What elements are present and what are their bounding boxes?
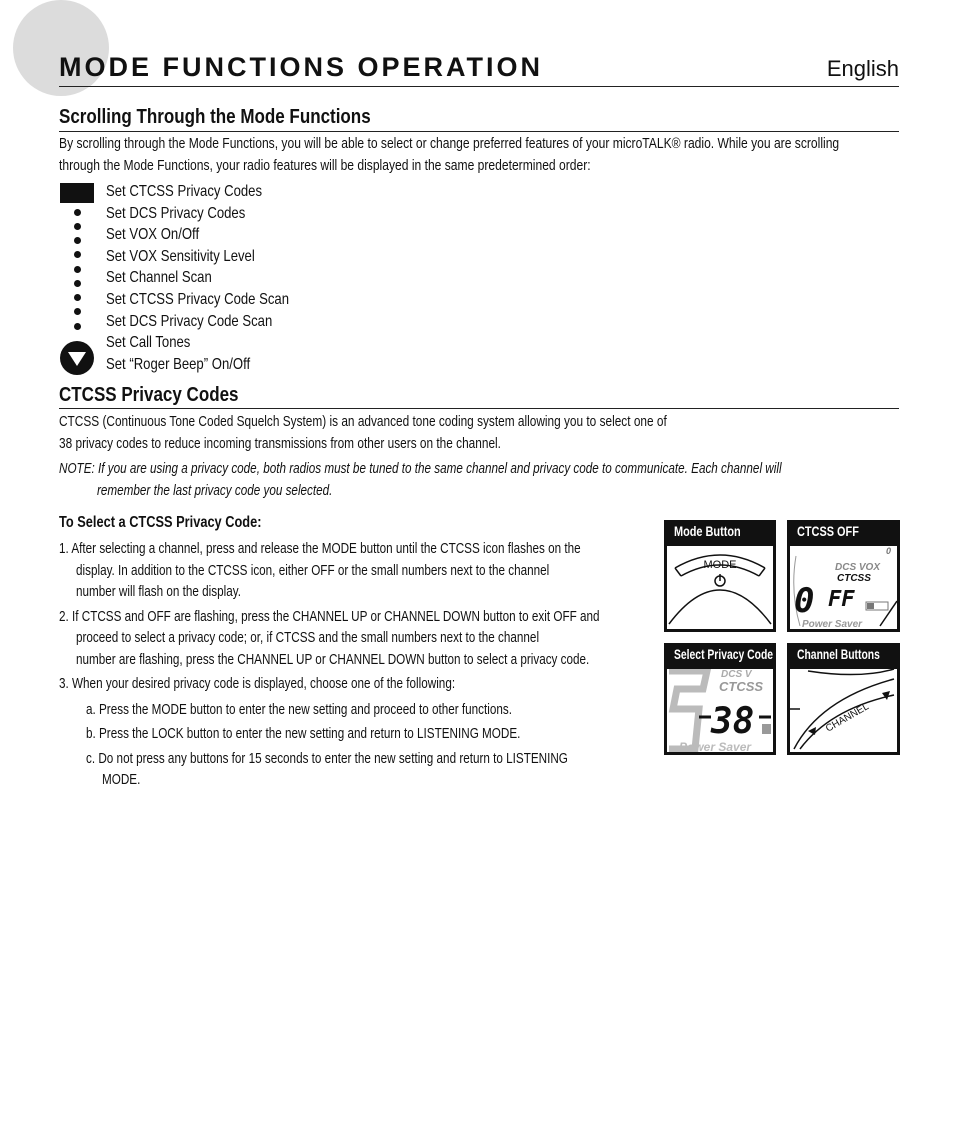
lcd-select-code-illustration — [667, 669, 773, 752]
step-2: 2. If CTCSS and OFF are flashing, press the CHANNEL UP or CHANNEL DOWN button to exit OFF and proceed to select a privacy code; or, if CTCSS and the small numbers next to the channel number are flashing, press the CHANNEL UP or CHANNEL DOWN button to select a privacy code. — [59, 607, 600, 668]
list-item: Set CTCSS Privacy Code Scan — [106, 290, 290, 308]
lcd-zero: 0 — [794, 581, 815, 621]
bullet-dot — [74, 280, 81, 287]
lcd-ctcss-label: CTCSS — [837, 573, 871, 584]
mode-label: MODE — [703, 559, 737, 571]
lcd-off-value: FF — [828, 587, 855, 612]
step-3: 3. When your desired privacy code is displayed, choose one of the following: a. Press the MODE button to enter the new setting and proceed to other functions. b. Press the LOCK button to enter the new setting and return to LISTENING MODE. c. Do not press any buttons for 15 seconds to enter the new setting and return to LISTENING MODE. — [59, 675, 568, 788]
section-heading-scrolling: Scrolling Through the Mode Functions — [59, 106, 371, 128]
down-arrow-icon — [60, 341, 94, 375]
list-item: Set DCS Privacy Code Scan — [106, 312, 273, 330]
bullet-dot — [74, 223, 81, 230]
list-item: Set Call Tones — [106, 334, 191, 352]
svg-text:0: 0 — [886, 546, 892, 556]
mode-button-illustration — [667, 546, 773, 629]
page-title: MODE FUNCTIONS OPERATION — [59, 52, 544, 82]
section-heading-ctcss: CTCSS Privacy Codes — [59, 384, 239, 406]
select-procedure-heading: To Select a CTCSS Privacy Code: — [59, 514, 262, 531]
step-1: 1. After selecting a channel, press and release the MODE button until the CTCSS icon flashes on the display. In addition to the CTCSS icon, either OFF or the small numbers next to the channel number will flash on the display. — [59, 540, 581, 600]
bullet-dot — [74, 209, 81, 216]
channel-buttons-illustration — [790, 669, 897, 752]
mode-function-list — [106, 181, 329, 375]
language-label: English — [826, 56, 899, 81]
panel-mode-button: Mode Button MODE — [664, 520, 776, 632]
section-divider — [59, 131, 899, 132]
current-item-marker — [60, 183, 94, 203]
panel-ctcss-off: CTCSS OFF 0 DCS VOX CTCSS 0 FF Power Saver — [787, 520, 900, 632]
list-item: Set VOX Sensitivity Level — [106, 247, 255, 265]
bullet-dot — [74, 323, 81, 330]
bullet-dot — [74, 266, 81, 273]
bullet-dot — [74, 294, 81, 301]
scrolling-intro: By scrolling through the Mode Functions, you will be able to select or change preferred features of your microTALK® radio. While you are scrolling through the Mode Functions, your radio features will be displayed in the same predetermined order: — [59, 135, 840, 174]
ctcss-note: NOTE: If you are using a privacy code, both radios must be tuned to the same channel and privacy code to communicate. Each channel will remember the last privacy code you selected. — [59, 460, 782, 499]
channel-down-arrow-icon — [808, 727, 816, 735]
title-divider — [59, 86, 899, 87]
list-item: Set DCS Privacy Codes — [106, 204, 246, 222]
bullet-dot — [74, 251, 81, 258]
section-divider — [59, 408, 899, 409]
panel-select-privacy-code: Select Privacy Code DCS V CTCSS 38 Power Saver — [664, 643, 776, 755]
lcd-ctcss-off-illustration — [790, 546, 897, 629]
lcd-dcs-vox: DCS V — [721, 669, 752, 680]
list-item: Set VOX On/Off — [106, 226, 200, 244]
lcd-power-saver: Power Saver — [679, 740, 752, 752]
bullet-dot — [74, 308, 81, 315]
bullet-dot — [74, 237, 81, 244]
lcd-power-saver: Power Saver — [802, 619, 863, 629]
list-item: Set CTCSS Privacy Codes — [106, 183, 263, 200]
panel-channel-buttons: Channel Buttons CHANNEL — [787, 643, 900, 755]
lcd-dcs-vox: DCS VOX — [835, 562, 881, 573]
lcd-ctcss-label: CTCSS — [719, 679, 764, 694]
channel-label: CHANNEL — [824, 701, 871, 735]
lcd-code-value: 38 — [711, 701, 755, 742]
list-item: Set “Roger Beep” On/Off — [106, 355, 251, 373]
list-item: Set Channel Scan — [106, 269, 212, 287]
ctcss-description: CTCSS (Continuous Tone Coded Squelch System) is an advanced tone coding system allowing you to select one of 38 privacy codes to reduce incoming transmissions from other users on the channel. — [59, 413, 667, 452]
